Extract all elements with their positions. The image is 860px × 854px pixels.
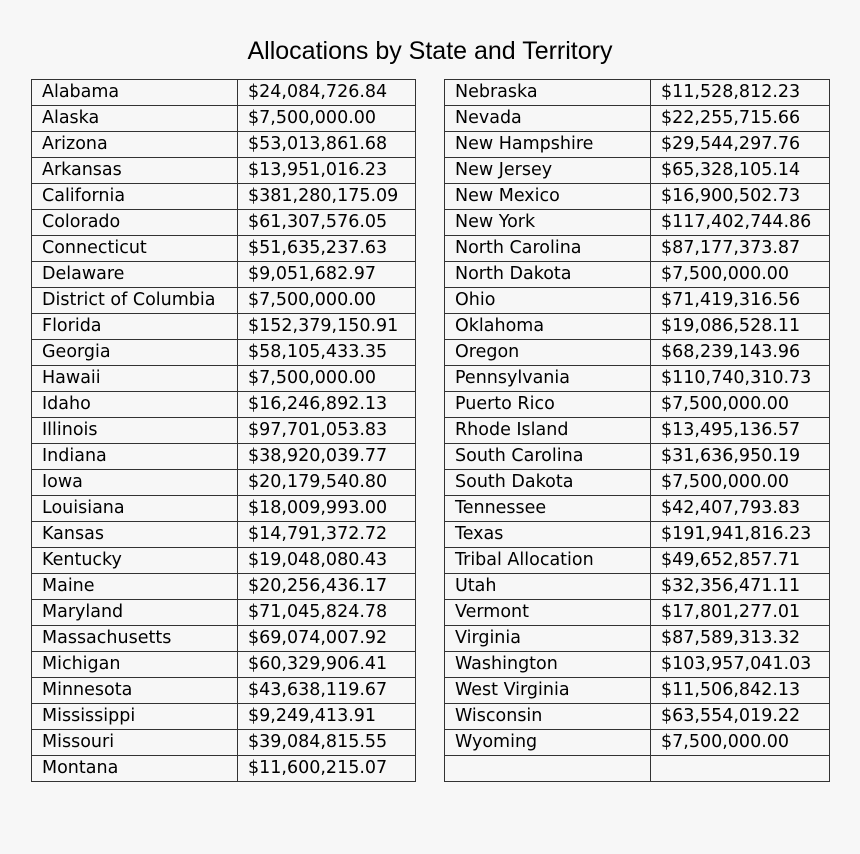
table-row [445,184,830,210]
table-row [32,600,416,626]
state-name-cell: Florida [32,314,238,340]
allocation-amount-cell: $58,105,433.35 [238,340,416,366]
state-name-cell: Illinois [32,418,238,444]
table-row [445,132,830,158]
allocation-amount-cell: $65,328,105.14 [651,158,830,184]
state-name-cell: Tribal Allocation [445,548,651,574]
state-name-cell: Puerto Rico [445,392,651,418]
state-name-cell: Texas [445,522,651,548]
allocation-amount-cell: $69,074,007.92 [238,626,416,652]
allocation-amount-cell: $97,701,053.83 [238,418,416,444]
allocation-amount-cell: $17,801,277.01 [651,600,830,626]
allocation-amount-cell: $38,920,039.77 [238,444,416,470]
state-name-cell: North Carolina [445,236,651,262]
table-row [445,366,830,392]
table-row [445,340,830,366]
state-name-cell: Utah [445,574,651,600]
table-row [32,392,416,418]
state-name-cell: Indiana [32,444,238,470]
state-name-cell: North Dakota [445,262,651,288]
state-name-cell: Michigan [32,652,238,678]
allocation-amount-cell: $13,951,016.23 [238,158,416,184]
table-row [32,652,416,678]
allocation-amount-cell: $16,246,892.13 [238,392,416,418]
state-name-cell: Alabama [32,80,238,106]
allocation-amount-cell: $29,544,297.76 [651,132,830,158]
table-row [32,262,416,288]
state-name-cell: Maryland [32,600,238,626]
allocation-amount-cell [651,756,830,782]
allocation-amount-cell: $9,249,413.91 [238,704,416,730]
allocation-amount-cell: $42,407,793.83 [651,496,830,522]
table-row [445,106,830,132]
table-row [32,288,416,314]
allocation-amount-cell: $68,239,143.96 [651,340,830,366]
allocation-amount-cell: $16,900,502.73 [651,184,830,210]
state-name-cell: New Mexico [445,184,651,210]
allocation-amount-cell: $20,179,540.80 [238,470,416,496]
allocation-amount-cell: $191,941,816.23 [651,522,830,548]
table-row [32,548,416,574]
state-name-cell [445,756,651,782]
allocation-amount-cell: $7,500,000.00 [651,730,830,756]
state-name-cell: Idaho [32,392,238,418]
allocation-amount-cell: $11,528,812.23 [651,80,830,106]
allocation-amount-cell: $19,086,528.11 [651,314,830,340]
table-row [445,262,830,288]
table-row [445,80,830,106]
state-name-cell: Wisconsin [445,704,651,730]
table-row [32,522,416,548]
state-name-cell: Virginia [445,626,651,652]
allocation-amount-cell: $43,638,119.67 [238,678,416,704]
allocation-amount-cell: $13,495,136.57 [651,418,830,444]
allocation-amount-cell: $32,356,471.11 [651,574,830,600]
state-name-cell: Connecticut [32,236,238,262]
state-name-cell: Georgia [32,340,238,366]
allocation-amount-cell: $7,500,000.00 [238,288,416,314]
state-name-cell: Kentucky [32,548,238,574]
allocations-table-left [31,79,416,782]
table-row [32,184,416,210]
state-name-cell: Nebraska [445,80,651,106]
table-row [32,444,416,470]
table-row [32,626,416,652]
table-row [445,522,830,548]
state-name-cell: Maine [32,574,238,600]
state-name-cell: Missouri [32,730,238,756]
table-row [32,496,416,522]
state-name-cell: New Hampshire [445,132,651,158]
table-row [32,132,416,158]
state-name-cell: Colorado [32,210,238,236]
state-name-cell: Washington [445,652,651,678]
allocation-amount-cell: $53,013,861.68 [238,132,416,158]
state-name-cell: Minnesota [32,678,238,704]
table-row [32,210,416,236]
allocation-amount-cell: $7,500,000.00 [238,106,416,132]
table-row [445,470,830,496]
state-name-cell: Massachusetts [32,626,238,652]
table-row [445,704,830,730]
state-name-cell: Oklahoma [445,314,651,340]
state-name-cell: California [32,184,238,210]
allocation-amount-cell: $18,009,993.00 [238,496,416,522]
state-name-cell: Vermont [445,600,651,626]
allocation-amount-cell: $22,255,715.66 [651,106,830,132]
allocation-amount-cell: $71,419,316.56 [651,288,830,314]
table-row [32,314,416,340]
allocation-amount-cell: $51,635,237.63 [238,236,416,262]
state-name-cell: West Virginia [445,678,651,704]
allocation-amount-cell: $24,084,726.84 [238,80,416,106]
allocation-amount-cell: $117,402,744.86 [651,210,830,236]
allocation-amount-cell: $7,500,000.00 [651,262,830,288]
page-title: Allocations by State and Territory [247,37,613,65]
state-name-cell: Delaware [32,262,238,288]
allocations-table-right [444,79,830,782]
state-name-cell: Ohio [445,288,651,314]
table-row [445,756,830,782]
table-row [32,678,416,704]
state-name-cell: Hawaii [32,366,238,392]
allocation-amount-cell: $39,084,815.55 [238,730,416,756]
state-name-cell: Nevada [445,106,651,132]
state-name-cell: New York [445,210,651,236]
allocation-amount-cell: $103,957,041.03 [651,652,830,678]
table-row [32,418,416,444]
state-name-cell: Iowa [32,470,238,496]
table-row [445,548,830,574]
table-row [32,730,416,756]
allocation-amount-cell: $152,379,150.91 [238,314,416,340]
table-row [445,288,830,314]
state-name-cell: Rhode Island [445,418,651,444]
allocation-amount-cell: $71,045,824.78 [238,600,416,626]
state-name-cell: Oregon [445,340,651,366]
table-row [32,756,416,782]
state-name-cell: Wyoming [445,730,651,756]
table-row [445,418,830,444]
state-name-cell: New Jersey [445,158,651,184]
state-name-cell: South Dakota [445,470,651,496]
allocation-amount-cell: $7,500,000.00 [238,366,416,392]
table-row [32,704,416,730]
table-row [445,158,830,184]
table-row [445,496,830,522]
table-row [445,444,830,470]
allocation-amount-cell: $61,307,576.05 [238,210,416,236]
table-row [445,600,830,626]
table-row [32,106,416,132]
state-name-cell: Arizona [32,132,238,158]
allocation-amount-cell: $381,280,175.09 [238,184,416,210]
state-name-cell: Montana [32,756,238,782]
state-name-cell: Kansas [32,522,238,548]
table-row [445,392,830,418]
table-row [445,678,830,704]
table-row [32,80,416,106]
table-row [445,210,830,236]
allocation-amount-cell: $49,652,857.71 [651,548,830,574]
allocation-amount-cell: $19,048,080.43 [238,548,416,574]
table-row [445,314,830,340]
state-name-cell: Tennessee [445,496,651,522]
table-row [445,652,830,678]
table-row [32,236,416,262]
allocation-amount-cell: $14,791,372.72 [238,522,416,548]
allocation-amount-cell: $11,600,215.07 [238,756,416,782]
table-row [32,574,416,600]
allocation-amount-cell: $11,506,842.13 [651,678,830,704]
state-name-cell: Alaska [32,106,238,132]
state-name-cell: District of Columbia [32,288,238,314]
table-row [32,158,416,184]
allocation-amount-cell: $7,500,000.00 [651,392,830,418]
allocation-amount-cell: $87,589,313.32 [651,626,830,652]
allocation-amount-cell: $60,329,906.41 [238,652,416,678]
table-row [32,366,416,392]
table-row [445,236,830,262]
allocation-amount-cell: $20,256,436.17 [238,574,416,600]
table-row [445,574,830,600]
state-name-cell: Louisiana [32,496,238,522]
state-name-cell: Mississippi [32,704,238,730]
state-name-cell: Arkansas [32,158,238,184]
table-row [32,470,416,496]
allocation-amount-cell: $87,177,373.87 [651,236,830,262]
state-name-cell: South Carolina [445,444,651,470]
allocation-amount-cell: $7,500,000.00 [651,470,830,496]
table-row [32,340,416,366]
allocation-amount-cell: $9,051,682.97 [238,262,416,288]
allocation-amount-cell: $31,636,950.19 [651,444,830,470]
state-name-cell: Pennsylvania [445,366,651,392]
table-row [445,730,830,756]
allocation-amount-cell: $110,740,310.73 [651,366,830,392]
table-row [445,626,830,652]
allocation-amount-cell: $63,554,019.22 [651,704,830,730]
